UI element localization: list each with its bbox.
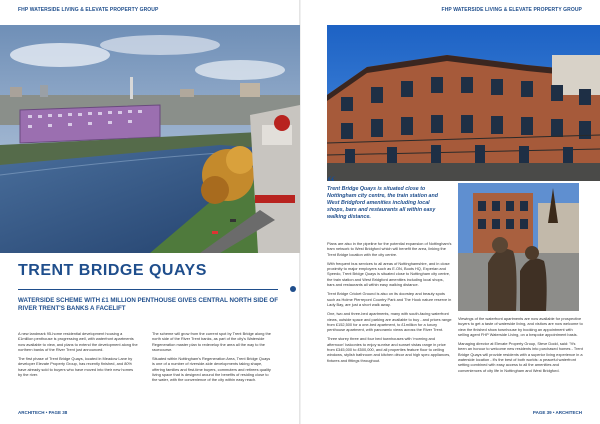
paragraph: Trent Bridge Cricket Ground is also on its doorstep and beauty spots such as Holme Pierrepont Country Park and The Hook nature reserve in Lady Bay, are just a short walk away. xyxy=(327,291,452,307)
pull-quote: Trent Bridge Quays is situated close to Nottingham city centre, the train station and West Bridgford amenities including local shops, bars and restaurants all within easy walking distance. xyxy=(327,186,438,220)
right-column-2 xyxy=(458,316,583,377)
right-page-footer: PAGE 39 • ARCHITECH xyxy=(532,410,582,415)
paragraph: Viewings of the waterfront apartments are now available for prospective buyers to get a taste of waterside living, and visitors are now welcome to view the finished show townhouse by booking an appointment with selling agent FHP Waterside Living, on a bespoke appointment basis. xyxy=(458,316,583,337)
article-title: TRENT BRIDGE QUAYS xyxy=(18,262,207,279)
paragraph: The scheme will grow from the current spot by Trent Bridge along the north side of the River Trent banks, as part of the city's Waterside Regeneration master plan to redevelop the area all the way to the racecourse. xyxy=(152,331,271,352)
paragraph: With frequent bus services to all areas of Nottinghamshire, and in close proximity to major employers such as E.ON, Boots HQ, Experian and Speedo, Trent Bridge Quays is situated close to Nottingham city centre, the train station and West Bridgford amenities including local shops, bars and restaurants all within easy walking distance. xyxy=(327,260,451,288)
paragraph: Managing director at Elevate Property Group, Steve Dodd, said: "It's been an honour to welcome new residents into purchased homes - Trent Bridge Quays will provide residents with a superior living experience in a waterside location - it's the best of both worlds: a peaceful waterfront setting combined with easy access to all the amenities and conveniences of city life in Nottingham and West Bridgford. xyxy=(458,341,583,373)
title-divider-dot xyxy=(290,286,296,292)
river-aerial-photo xyxy=(0,25,300,253)
left-column-1 xyxy=(18,331,138,381)
left-running-head: FHP WATERSIDE LIVING & ELEVATE PROPERTY GROUP xyxy=(18,7,159,13)
article-subtitle: WATERSIDE SCHEME WITH £1 MILLION PENTHOUSE GIVES CENTRAL NORTH SIDE OF RIVER TRENT'S BANKS A FACELIFT xyxy=(18,297,279,312)
statue-photo xyxy=(458,183,579,311)
paragraph: The first phase of Trent Bridge Quays, located in Meadow Lane by developer Elevate Property Group, has recently finished, and 80% have already sold to buyers who have moved into their new homes by the river. xyxy=(18,356,134,378)
quote-mark-icon: “ xyxy=(327,174,335,191)
right-column-1 xyxy=(327,241,452,367)
left-column-2 xyxy=(152,331,272,387)
paragraph: Three storey three and four bed townhouses with 'morning and afternoon' balconies to enjoy sunrise and sunset vistas range in price from £345,000 to £500,000, and all properties feature floor to ceiling windows, stylish bathroom and kitchen décor and high spec appliances, fixtures and fittings throughout. xyxy=(327,336,451,363)
paragraph: Situated within Nottingham's Regeneration Area, Trent Bridge Quays is one of a number of riverside-side developments taking shape, offering families and first-time buyers, commuters and retirees quality living space that is designed around the benefits of residing close to the water, with the convenience of the city within easy reach. xyxy=(152,356,271,383)
right-running-head: FHP WATERSIDE LIVING & ELEVATE PROPERTY GROUP xyxy=(441,7,582,13)
paragraph: One, two and three-bed apartments, many with south-facing waterfront views, outside space and parking are available to buy - and prices range from £152,500 for a one-bed apartment, to £1million for a luxury penthouse apartment, with panoramic views across the River Trent. xyxy=(327,311,452,333)
title-divider xyxy=(18,289,278,290)
paragraph: A new landmark 95-home residential development housing a £1million penthouse is progressing well, with waterfront apartments now available to view, and plans to extend the development along the northern banks of the River Trent just announced. xyxy=(18,331,138,352)
left-page-footer: ARCHITECH • PAGE 38 xyxy=(18,410,68,415)
paragraph: Plans are also in the pipeline for the potential expansion of Nottingham's tram network to West Bridgford which will benefit the area, linking the Trent Bridge location with the city centre. xyxy=(327,241,452,257)
townhouses-photo xyxy=(327,25,600,181)
